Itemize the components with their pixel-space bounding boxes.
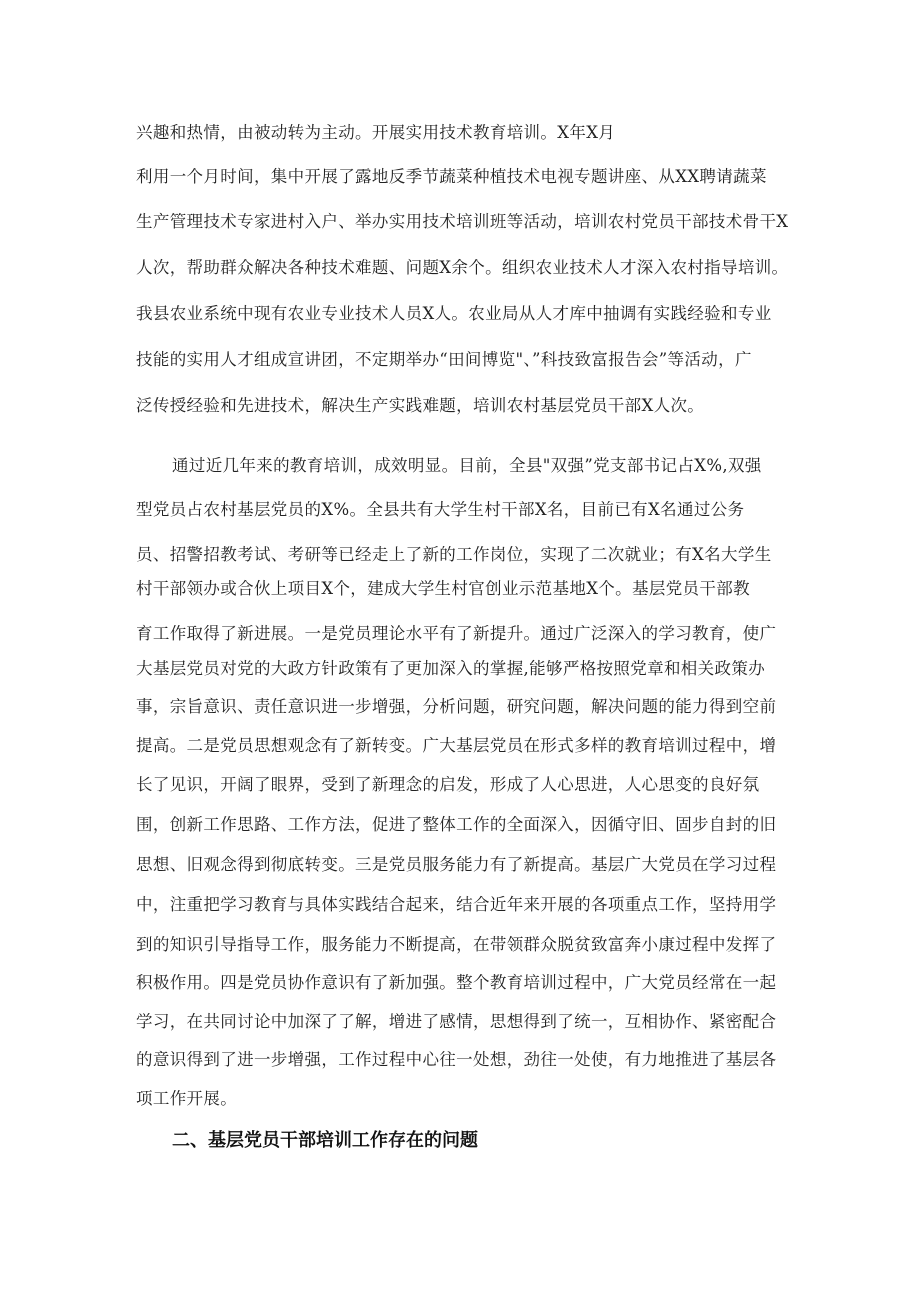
- paragraph-line: 人次，帮助群众解决各种技术难题、问题X余个。组织农业技术人才深入农村指导培训。: [136, 258, 789, 277]
- paragraph-line: 型党员占农村基层党员的X%。全县共有大学生村干部X名，目前已有X名通过公务: [136, 500, 745, 519]
- paragraph-line: 技能的实用人才组成宣讲团，不定期举办“田间博览"、”科技致富报告会”等活动，广: [136, 350, 752, 369]
- paragraph-line: 思想、旧观念得到彻底转变。三是党员服务能力有了新提高。基层广大党员在学习过程: [136, 855, 777, 874]
- paragraph-line: 的意识得到了进一步增强，工作过程中心往一处想，劲往一处使，有力地推进了基层各: [136, 1050, 777, 1069]
- paragraph-line: 长了见识，开阔了眼界，受到了新理念的启发，形成了人心思进，人心思变的良好氛: [136, 775, 760, 794]
- paragraph-line: 员、招警招教考试、考研等已经走上了新的工作岗位，实现了二次就业；有X名大学生: [136, 545, 772, 564]
- paragraph-line: 提高。二是党员思想观念有了新转变。广大基层党员在形式多样的教育培训过程中，增: [136, 736, 777, 755]
- paragraph-line: 积极作用。四是党员协作意识有了新加强。整个教育培训过程中，广大党员经常在一起: [136, 973, 777, 992]
- paragraph-line: 育工作取得了新进展。一是党员理论水平有了新提升。通过广泛深入的学习教育，使广: [136, 624, 777, 643]
- paragraph-line: 中，注重把学习教育与具体实践结合起来，结合近年来开展的各项重点工作，坚持用学: [136, 895, 777, 914]
- paragraph-line: 利用一个月时间，集中开展了露地反季节蔬菜种植技术电视专题讲座、从XX聘请蔬菜: [136, 167, 767, 186]
- paragraph-line: 事，宗旨意识、责任意识进一步增强，分析问题，研究问题，解决问题的能力得到空前: [136, 697, 777, 716]
- paragraph-first-line: 通过近几年来的教育培训，成效明显。目前，全县"双强”党支部书记占X%,双强: [172, 456, 762, 475]
- paragraph-line: 学习，在共同讨论中加深了了解，增进了感情，思想得到了统一，互相协作、紧密配合: [136, 1012, 777, 1031]
- paragraph-line: 我县农业系统中现有农业专业技术人员X人。农业局从人才库中抽调有实践经验和专业: [136, 304, 772, 323]
- section-heading: 二、基层党员干部培训工作存在的问题: [172, 1130, 478, 1151]
- paragraph-line: 大基层党员对党的大政方针政策有了更加深入的掌握,能够严格按照党章和相关政策办: [136, 659, 766, 678]
- paragraph-line: 村干部领办或合伙上项目X个，建成大学生村官创业示范基地X个。基层党员干部教: [136, 579, 750, 598]
- paragraph-line: 泛传授经验和先进技术，解决生产实践难题，培训农村基层党员干部X人次。: [136, 396, 705, 415]
- paragraph-line: 围，创新工作思路、工作方法，促进了整体工作的全面深入，因循守旧、固步自封的旧: [136, 815, 777, 834]
- paragraph-line: 项工作开展。: [136, 1089, 238, 1108]
- paragraph-line: 生产管理技术专家进村入户、举办实用技术培训班等活动，培训农村党员干部技术骨干X: [136, 212, 789, 231]
- paragraph-line: 到的知识引导指导工作，服务能力不断提高，在带领群众脱贫致富奔小康过程中发挥了: [136, 935, 777, 954]
- paragraph-line: 兴趣和热情，由被动转为主动。开展实用技术教育培训。X年X月: [136, 123, 616, 142]
